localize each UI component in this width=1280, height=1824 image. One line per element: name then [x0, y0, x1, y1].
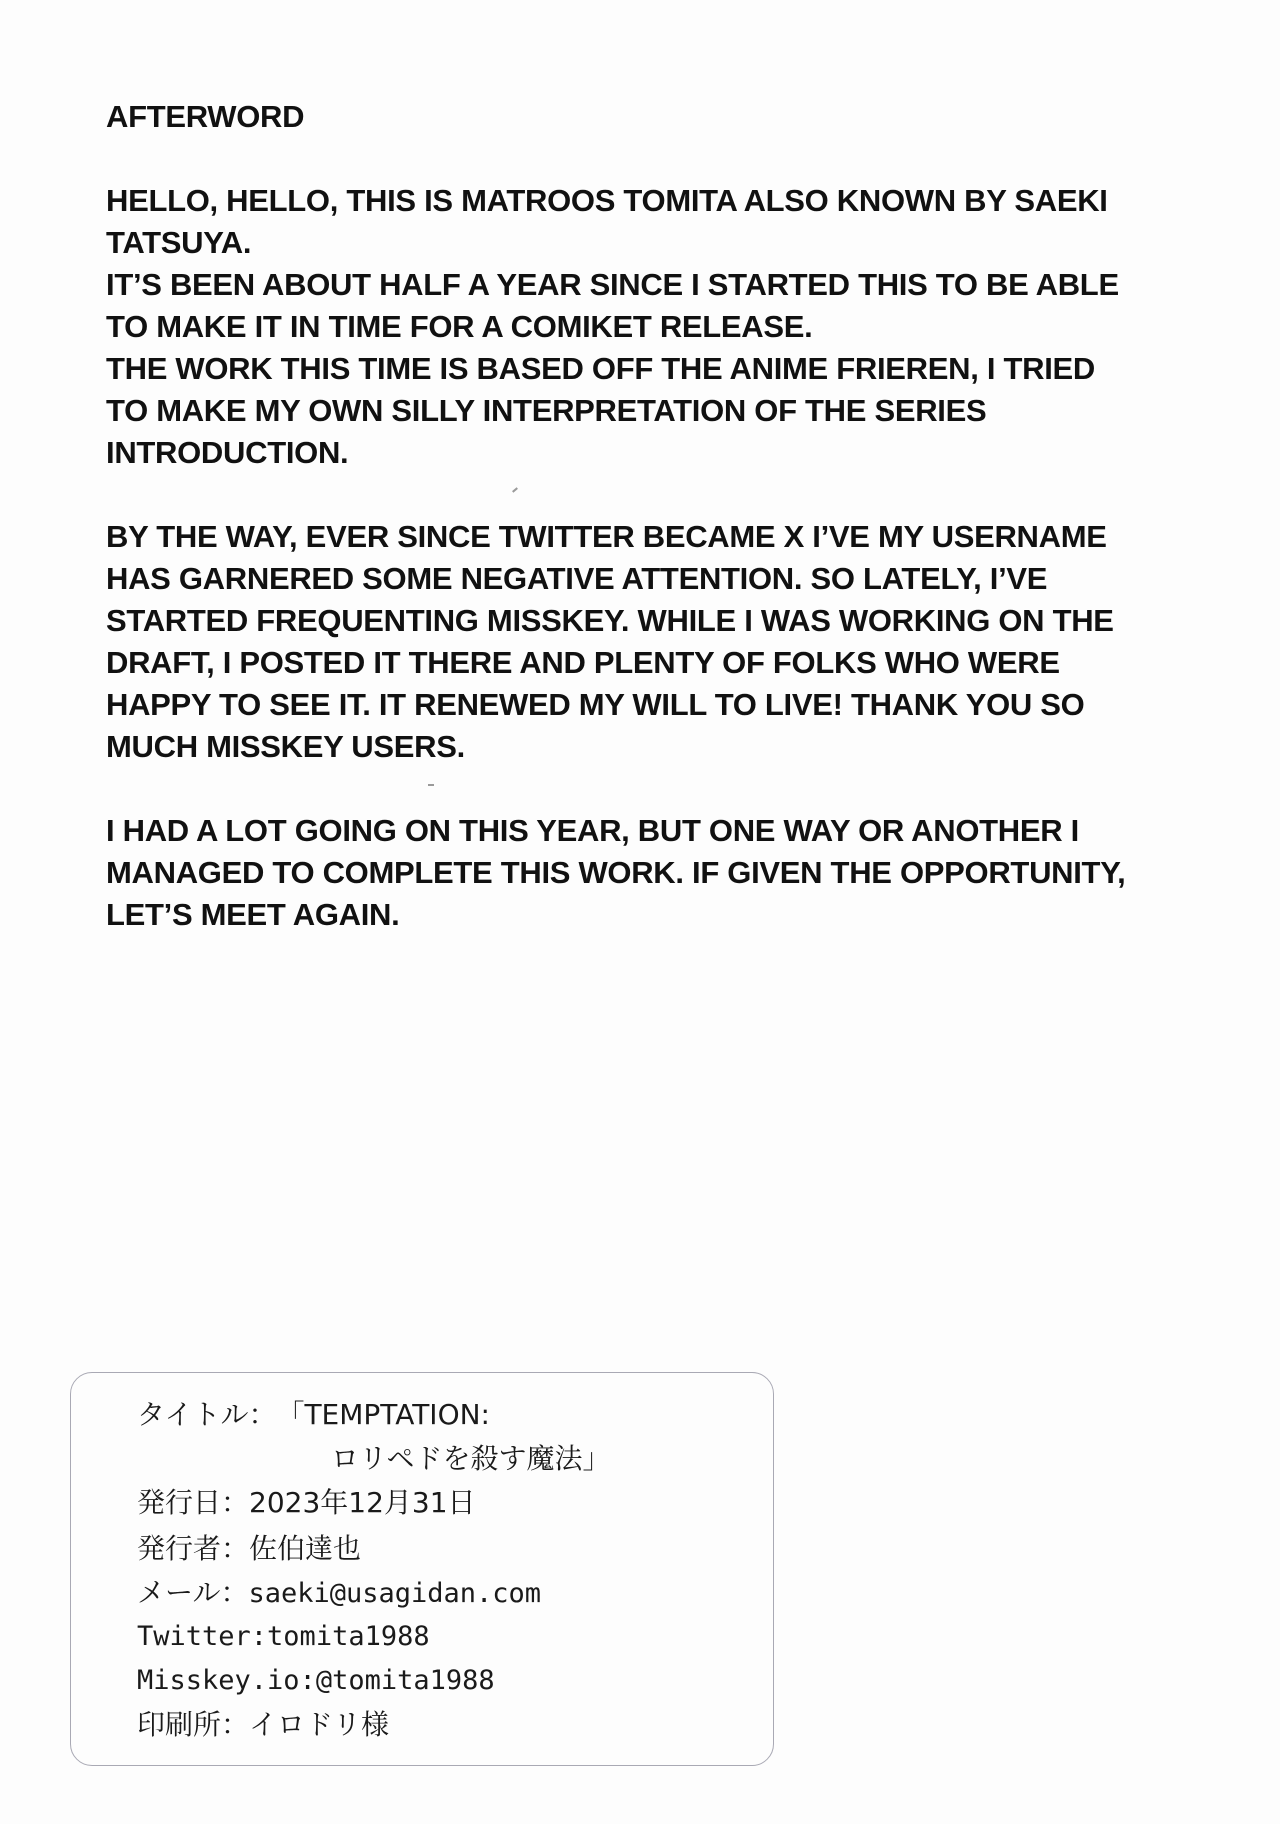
mail-value: saeki@usagidan.com [248, 1578, 542, 1609]
text-line: TO MAKE MY OWN SILLY INTERPRETATION OF THE SERIES [106, 393, 987, 428]
twitter-label: Twitter: [137, 1621, 268, 1652]
printer-label: 印刷所： [137, 1708, 250, 1741]
afterword-paragraph-1 [106, 180, 1186, 474]
colophon-title-row [137, 1395, 490, 1435]
colophon-printer-row [137, 1705, 389, 1745]
text-line: MUCH MISSKEY USERS. [106, 729, 465, 764]
publisher-value: 佐伯達也 [249, 1532, 362, 1565]
colophon-mail-row [137, 1573, 541, 1613]
afterword-paragraph-2 [106, 516, 1186, 768]
colophon-box [70, 1372, 774, 1766]
scan-speck [428, 784, 434, 786]
colophon-misskey-row [137, 1661, 495, 1701]
mail-label: メール： [137, 1576, 249, 1609]
text-line: I HAD A LOT GOING ON THIS YEAR, BUT ONE WAY OR ANOTHER I [106, 813, 1079, 848]
text-line: HAS GARNERED SOME NEGATIVE ATTENTION. SO LATELY, I’VE [106, 561, 1048, 596]
text-line: TATSUYA. [106, 225, 252, 260]
text-line: BY THE WAY, EVER SINCE TWITTER BECAME X I’VE MY USERNAME [106, 519, 1107, 554]
text-line: THE WORK THIS TIME IS BASED OFF THE ANIME FRIEREN, I TRIED [106, 351, 1095, 386]
text-line: HAPPY TO SEE IT. IT RENEWED MY WILL TO LIVE! THANK YOU SO [106, 687, 1085, 722]
publisher-label: 発行者： [137, 1532, 250, 1565]
colophon-date-row [137, 1483, 476, 1523]
colophon-twitter-row [137, 1617, 430, 1657]
title-value-line1: 「TEMPTATION: [276, 1398, 490, 1431]
text-line: MANAGED TO COMPLETE THIS WORK. IF GIVEN THE OPPORTUNITY, [106, 855, 1126, 890]
twitter-value: tomita1988 [267, 1621, 430, 1652]
title-label: タイトル： [137, 1398, 277, 1431]
afterword-section [106, 96, 1186, 978]
text-line: IT’S BEEN ABOUT HALF A YEAR SINCE I STARTED THIS TO BE ABLE [106, 267, 1119, 302]
misskey-label: Misskey.io: [137, 1665, 316, 1696]
printer-value: イロドリ様 [249, 1708, 390, 1741]
text-line: STARTED FREQUENTING MISSKEY. WHILE I WAS WORKING ON THE [106, 603, 1114, 638]
text-line: LET’S MEET AGAIN. [106, 897, 400, 932]
colophon-publisher-row [137, 1529, 361, 1569]
title-value-line2: ロリペドを殺す魔法」 [331, 1442, 611, 1475]
colophon-title-row-2 [331, 1439, 610, 1479]
text-line: DRAFT, I POSTED IT THERE AND PLENTY OF FOLKS WHO WERE [106, 645, 1060, 680]
afterword-paragraph-3 [106, 810, 1186, 936]
misskey-value: @tomita1988 [315, 1665, 495, 1696]
date-value: 2023年12月31日 [249, 1486, 476, 1519]
afterword-title: AFTERWORD [106, 99, 305, 134]
text-line: TO MAKE IT IN TIME FOR A COMIKET RELEASE. [106, 309, 813, 344]
text-line: HELLO, HELLO, THIS IS MATROOS TOMITA ALSO KNOWN BY SAEKI [106, 183, 1108, 218]
text-line: INTRODUCTION. [106, 435, 349, 470]
date-label: 発行日： [137, 1486, 250, 1519]
